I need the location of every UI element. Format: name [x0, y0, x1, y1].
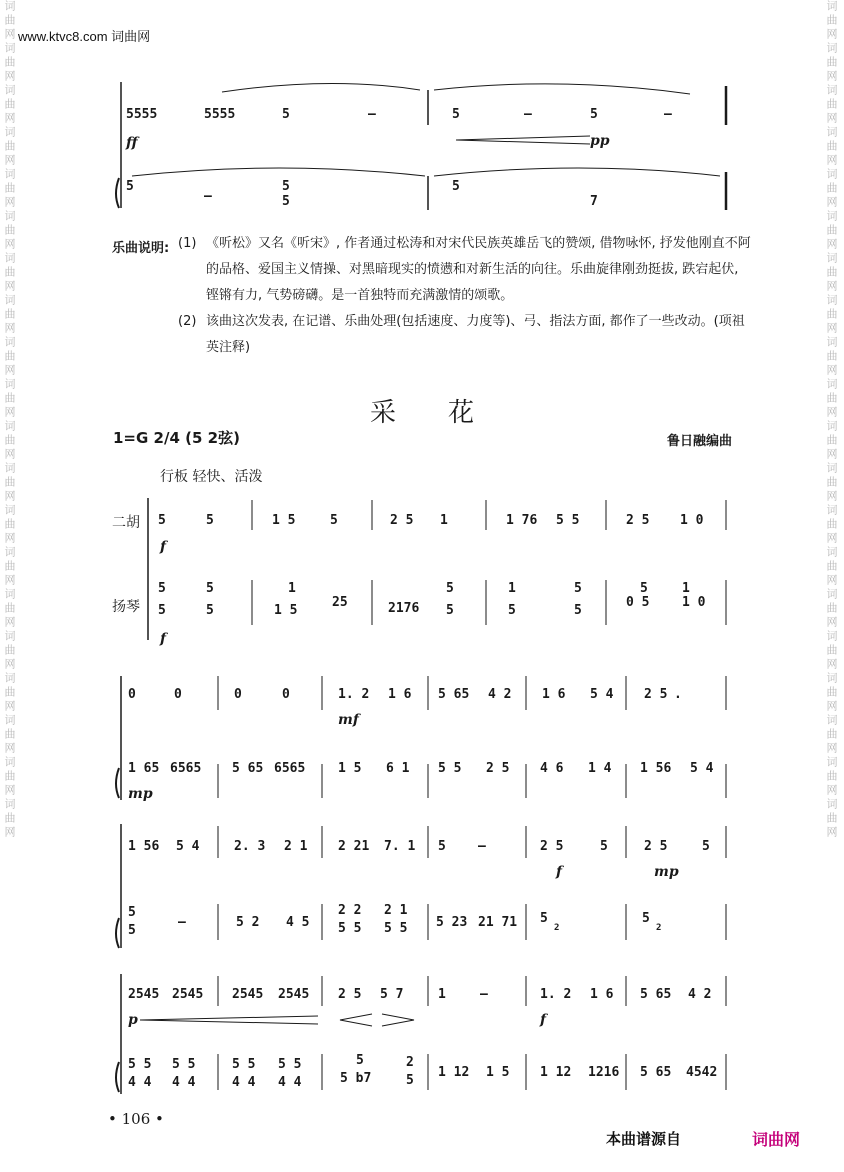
erhu-note: 2 5: [390, 513, 414, 528]
erhu-note: 5 5: [556, 513, 580, 528]
lower-note: 1 12: [438, 1065, 470, 1080]
yangqin-note: 5: [508, 603, 516, 618]
lower-note: 2: [406, 1055, 414, 1070]
lower-note: 5 b7: [340, 1071, 372, 1086]
yangqin-note: 1: [508, 581, 516, 596]
upper-note: 1. 2: [338, 687, 370, 702]
upper-note: 2 5: [644, 687, 668, 702]
lower-note: 5 65: [640, 1065, 672, 1080]
lower-note: 2 5: [486, 761, 510, 776]
footer-source: 本曲谱源自: [606, 1130, 682, 1148]
upper-note: –: [478, 839, 486, 854]
yangqin-note: 1: [682, 581, 690, 596]
lower-note: 4 5: [286, 915, 310, 930]
upper-note: 5 4: [176, 839, 200, 854]
yangqin-note: 5: [446, 581, 454, 596]
top-upper-note: 5555: [204, 107, 236, 122]
yangqin-note: 1 0: [682, 595, 706, 610]
yangqin-note: 25: [332, 595, 348, 610]
upper-note: 1 6: [590, 987, 614, 1002]
upper-note: 1: [438, 987, 446, 1002]
lower-note: 2: [554, 923, 560, 933]
lower-note: 6565: [274, 761, 306, 776]
yangqin-note: 5: [574, 581, 582, 596]
yangqin-note: 5: [446, 603, 454, 618]
lower-note: 5: [128, 905, 136, 920]
upper-note: 5 65: [640, 987, 672, 1002]
upper-note: 5: [438, 839, 446, 854]
note-line: 该曲这次发表, 在记谱、乐曲处理(包括速度、力度等)、弓、指法方面, 都作了一些改动。(项祖: [206, 314, 745, 329]
lower-note: 1 12: [540, 1065, 572, 1080]
upper-note: 2 21: [338, 839, 370, 854]
erhu-note: 1 76: [506, 513, 538, 528]
upper-note: 7. 1: [384, 839, 416, 854]
upper-note: 2545: [128, 987, 160, 1002]
dynamic-f: f: [160, 539, 167, 555]
erhu-note: 1 5: [272, 513, 296, 528]
top-upper-note: –: [664, 107, 672, 122]
side-watermark-right: 词曲网词曲网词曲网词曲网词曲网词曲网词曲网词曲网词曲网词曲网词曲网词曲网词曲网词曲网词曲网词曲网词曲网词曲网词曲网词曲网: [825, 0, 838, 840]
top-upper-note: 5555: [126, 107, 158, 122]
lower-note: 6 1: [386, 761, 410, 776]
lower-note: 5 65: [232, 761, 264, 776]
note-line: 《听松》又名《听宋》, 作者通过松涛和对宋代民族英雄岳飞的赞颂, 借物咏怀, 抒发他刚直不阿: [206, 236, 751, 251]
lower-note: 5 5: [338, 921, 362, 936]
dynamic-f: f: [160, 631, 167, 647]
note-number: (2): [178, 314, 197, 329]
upper-note: 1 56: [128, 839, 160, 854]
lower-note: 5 5: [384, 921, 408, 936]
note-line: 的品格、爱国主义情操、对黑暗现实的愤懑和对新生活的向往。乐曲旋律刚劲挺拔, 跌宕起伏,: [206, 262, 739, 277]
erhu-note: 2 5: [626, 513, 650, 528]
dynamic-f: f: [540, 1012, 547, 1028]
upper-note: 5 4: [590, 687, 614, 702]
lower-note: 2 2: [338, 903, 362, 918]
lower-note: 1 65: [128, 761, 160, 776]
site-watermark: www.ktvc8.com 词曲网: [18, 29, 151, 44]
top-lower-note: 5: [452, 179, 460, 194]
dynamic-f: f: [556, 864, 563, 880]
upper-note: 2 5: [540, 839, 564, 854]
top-upper-note: –: [524, 107, 532, 122]
lower-note: 5 5: [278, 1057, 302, 1072]
yangqin-note: 5: [640, 581, 648, 596]
yangqin-note: 5: [158, 581, 166, 596]
lower-note: 2 1: [384, 903, 408, 918]
yangqin-note: 2176: [388, 601, 420, 616]
upper-note: 2 1: [284, 839, 308, 854]
lower-note: 6565: [170, 761, 202, 776]
key-signature: 1=G 2/4 (5 2弦): [113, 429, 240, 447]
top-upper-note: 5: [452, 107, 460, 122]
lower-note: 5: [406, 1073, 414, 1088]
top-upper-note: 5: [590, 107, 598, 122]
lower-note: 5 5: [172, 1057, 196, 1072]
yangqin-note: 5: [574, 603, 582, 618]
piece-title: 采花: [369, 398, 526, 428]
lower-note: 5: [356, 1053, 364, 1068]
top-upper-note: –: [368, 107, 376, 122]
lower-note: 5: [642, 911, 650, 926]
upper-note: 2. 3: [234, 839, 266, 854]
yangqin-note: 1: [288, 581, 296, 596]
lower-note: 2: [656, 923, 662, 933]
note-line: 英注释): [206, 340, 251, 355]
upper-note: 5: [702, 839, 710, 854]
dynamic-mp: mp: [654, 864, 679, 880]
lower-note: 5 4: [690, 761, 714, 776]
upper-note: 1. 2: [540, 987, 572, 1002]
system-4: [116, 974, 726, 1094]
lower-note: 5 23: [436, 915, 468, 930]
yangqin-note: 5: [158, 603, 166, 618]
upper-note: 0: [234, 687, 242, 702]
lower-note: 5 5: [232, 1057, 256, 1072]
erhu-note: 5: [330, 513, 338, 528]
upper-note: 5 7: [380, 987, 404, 1002]
top-lower-note: –: [204, 189, 212, 204]
note-line: 铿锵有力, 气势磅礴。是一首独特而充满激情的颂歌。: [206, 288, 514, 303]
lower-note: 5 5: [438, 761, 462, 776]
upper-note: 5 65: [438, 687, 470, 702]
erhu-note: 1 0: [680, 513, 704, 528]
upper-note: 0: [174, 687, 182, 702]
arranger: 鲁日融编曲: [666, 434, 732, 449]
lower-note: 5 5: [128, 1057, 152, 1072]
lower-note: 4 6: [540, 761, 564, 776]
dynamic-ff: ff: [126, 135, 138, 151]
upper-note: 4 2: [688, 987, 712, 1002]
yangqin-note: 5: [206, 581, 214, 596]
erhu-note: 5: [158, 513, 166, 528]
upper-note: 4 2: [488, 687, 512, 702]
system-1: [148, 498, 726, 647]
upper-note: 2545: [172, 987, 204, 1002]
yangqin-note: 1 5: [274, 603, 298, 618]
erhu-note: 5: [206, 513, 214, 528]
system-3: [116, 824, 726, 948]
dynamic-p: p: [128, 1012, 138, 1028]
upper-note: 5: [600, 839, 608, 854]
top-lower-note: 5: [126, 179, 134, 194]
lower-note: 4 4: [232, 1075, 256, 1090]
instrument-yangqin: 扬琴: [112, 599, 140, 615]
upper-note: –: [480, 987, 488, 1002]
upper-note: 0: [282, 687, 290, 702]
lower-note: 4 4: [128, 1075, 152, 1090]
top-system: [116, 82, 726, 210]
lower-note: 4 4: [172, 1075, 196, 1090]
upper-note: 1 6: [388, 687, 412, 702]
top-lower-note: 7: [590, 194, 598, 209]
upper-note: 2 5: [338, 987, 362, 1002]
lower-note: 1216: [588, 1065, 620, 1080]
dynamic-pp: pp: [590, 133, 610, 149]
lower-note: 5: [540, 911, 548, 926]
instrument-erhu: 二胡: [112, 515, 140, 531]
tempo-marking: 行板 轻快、活泼: [160, 469, 263, 485]
note-number: (1): [178, 236, 197, 251]
lower-note: 4542: [686, 1065, 718, 1080]
upper-note: .: [674, 687, 682, 702]
lower-note: 1 4: [588, 761, 612, 776]
upper-note: 2545: [232, 987, 264, 1002]
lower-note: 1 5: [486, 1065, 510, 1080]
footer-site-link[interactable]: 词曲网: [752, 1130, 801, 1149]
lower-note: 1 56: [640, 761, 672, 776]
yangqin-note: 5: [206, 603, 214, 618]
erhu-note: 1: [440, 513, 448, 528]
top-lower-note: 5: [282, 179, 290, 194]
notes-label: 乐曲说明:: [112, 241, 170, 256]
page-number: • 106 •: [108, 1110, 164, 1128]
lower-note: 4 4: [278, 1075, 302, 1090]
yangqin-note: 0 5: [626, 595, 650, 610]
lower-note: 21 71: [478, 915, 518, 930]
lower-note: 1 5: [338, 761, 362, 776]
dynamic-mp: mp: [128, 786, 153, 802]
lower-note: –: [178, 915, 186, 930]
top-lower-note: 5: [282, 194, 290, 209]
upper-note: 2545: [278, 987, 310, 1002]
top-upper-note: 5: [282, 107, 290, 122]
lower-note: 5: [128, 923, 136, 938]
upper-note: 0: [128, 687, 136, 702]
upper-note: 2 5: [644, 839, 668, 854]
dynamic-mf: mf: [338, 712, 359, 728]
lower-note: 5 2: [236, 915, 260, 930]
upper-note: 1 6: [542, 687, 566, 702]
side-watermark-left: 词曲网词曲网词曲网词曲网词曲网词曲网词曲网词曲网词曲网词曲网词曲网词曲网词曲网词曲网词曲网词曲网词曲网词曲网词曲网词曲网: [3, 0, 16, 840]
system-2: [116, 676, 726, 802]
